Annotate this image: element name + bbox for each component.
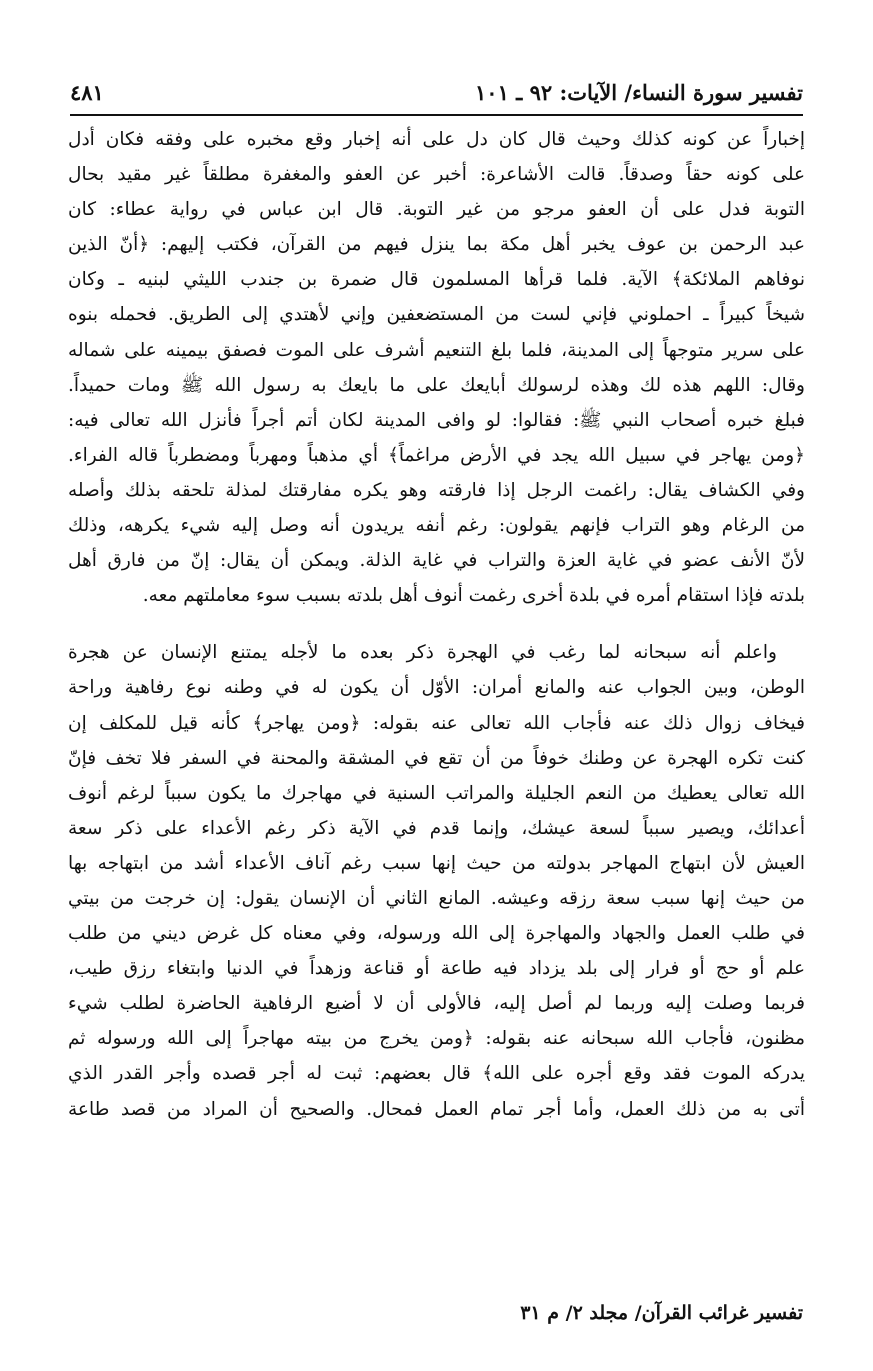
- running-header: [70, 78, 803, 112]
- text-line: واعلم أنه سبحانه لما رغب في الهجرة ذكر بعده ما لأجله يمتنع الإنسان عن هجرة: [68, 642, 777, 664]
- header-rule: [70, 114, 803, 116]
- text-line: فبلغ خبره أصحاب النبي ﷺ: فقالوا: لو وافى المدينة لكان أتم أجراً فأنزل الله تعالى فيه:: [68, 409, 805, 431]
- text-line: كنت تكره الهجرة عن وطنك خوفاً من أن تقع في المشقة والمحنة في السفر فلا تخف فإنّ: [68, 747, 805, 769]
- body-text: [68, 122, 805, 1127]
- text-line: شيخاً كبيراً ـ احملوني فإني لست من المستضعفين وإني لأهتدي إلى الطريق. فحمله بنوه: [68, 304, 805, 326]
- text-line: الله تعالى يعطيك من النعم الجليلة والمراتب السنية في مهاجرك ما يكون سبباً لرغم أنوف: [68, 782, 805, 804]
- text-line: العيش لأن ابتهاج المهاجر بدولته من حيث إنها سبب رغم آناف الأعداء أشد من ابتهاجه بها: [68, 852, 805, 874]
- text-line: في طلب العمل والجهاد والمهاجرة إلى الله ورسوله، وفي معناه كل غرض ديني من طلب: [68, 923, 805, 945]
- text-line: على سرير متوجهاً إلى المدينة، فلما بلغ التنعيم أشرف على الموت فصفق بيمينه على شماله: [68, 339, 805, 361]
- text-line: على كونه حقاً وصدقاً. قالت الأشاعرة: أخبر عن العفو والمغفرة مطلقاً غير مقيد بحال: [68, 164, 805, 186]
- text-line: وقال: اللهم هذه لك وهذه لرسولك أبايعك على ما بايعك به رسول الله ﷺ ومات حميداً.: [68, 374, 805, 396]
- text-line: نوفاهم الملائكة﴾ الآية. فلما قرأها المسلمون قال ضمرة بن جندب الليثي لبنيه ـ وكان: [68, 269, 805, 291]
- text-line: الوطن، وبين الجواب عنه والمانع أمران: الأوّل أن يكون له في وطنه نوع رفاهية وراحة: [68, 677, 805, 699]
- text-line: وفي الكشاف يقال: راغمت الرجل إذا فارقته وهو يكره مفارقتك لمذلة تلحقه بذلك وأصله: [68, 479, 805, 501]
- text-line: ﴿ومن يهاجر في سبيل الله يجد في الأرض مراغماً﴾ أي مذهباً ومهرباً ومضطرباً قاله الفراء.: [68, 444, 805, 466]
- paragraph-2: [68, 635, 805, 1126]
- text-line: بلدته فإذا استقام أمره في بلدة أخرى رغمت أنوف أهل بلدته بسبب سوء معاملتهم معه.: [142, 585, 805, 607]
- page-number: ٤٨١: [70, 80, 104, 105]
- text-line: أعدائك، ويصير سبباً لسعة عيشك، وإنما قدم في الآية ذكر رغم الأعداء على ذكر سعة: [68, 817, 805, 839]
- text-line: من الرغام وهو التراب فإنهم يقولون: رغم أنفه يريدون أنه وصل إليه شيء يكرهه، وذلك: [68, 515, 805, 537]
- paragraph-1: [68, 122, 805, 613]
- text-line: لأنّ الأنف عضو في غاية العزة والتراب في غاية الذلة. ويمكن أن يقال: إنّ من فارق أهل: [68, 550, 805, 572]
- text-line: من حيث إنها سبب سعة رزقه وعيشه. المانع الثاني أن الإنسان يقول: إن خرجت من بيتي: [68, 887, 805, 909]
- text-line: يدركه الموت فقد وقع أجره على الله﴾ قال بعضهم: ثبت له أجر قصده وأجر القدر الذي: [68, 1063, 805, 1085]
- text-line: عبد الرحمن بن عوف يخبر أهل مكة بما ينزل فيهم من القرآن، فكتب إليهم: ﴿أنّ الذين: [68, 234, 805, 256]
- text-line: فيخاف زوال ذلك عنه فأجاب الله تعالى عنه بقوله: ﴿ومن يهاجر﴾ كأنه قيل للمكلف إن: [68, 712, 805, 734]
- text-line: التوبة فدل على أن العفو مرجو من غير التوبة. قال ابن عباس في رواية عطاء: كان: [68, 199, 805, 221]
- text-line: أتى به من ذلك العمل، وأما أجر تمام العمل فمحال. والصحيح أن المراد من قصد طاعة: [68, 1098, 805, 1120]
- text-line: إخباراً عن كونه كذلك وحيث قال كان دل على أنه إخبار وقع مخبره على وفقه فكان أدل: [68, 129, 805, 150]
- text-line: مظنون، فأجاب الله سبحانه عنه بقوله: ﴿ومن يخرج من بيته مهاجراً إلى الله ورسوله ثم: [68, 1028, 805, 1050]
- header-title: تفسير سورة النساء/ الآيات: ٩٢ ـ ١٠١: [475, 80, 803, 105]
- text-line: علم أو حج أو فرار إلى بلد يزداد فيه طاعة أو قناعة وزهداً في الدنيا وابتغاء رزق طيب،: [68, 958, 805, 980]
- paragraph-gap: [68, 613, 805, 635]
- text-line: فربما وصلت إليه وربما لم أصل إليه، فالأولى أن لا أضيع الرفاهية الحاضرة لطلب شيء: [68, 993, 805, 1015]
- footer-signature: تفسير غرائب القرآن/ مجلد ٢/ م ٣١: [520, 1302, 803, 1324]
